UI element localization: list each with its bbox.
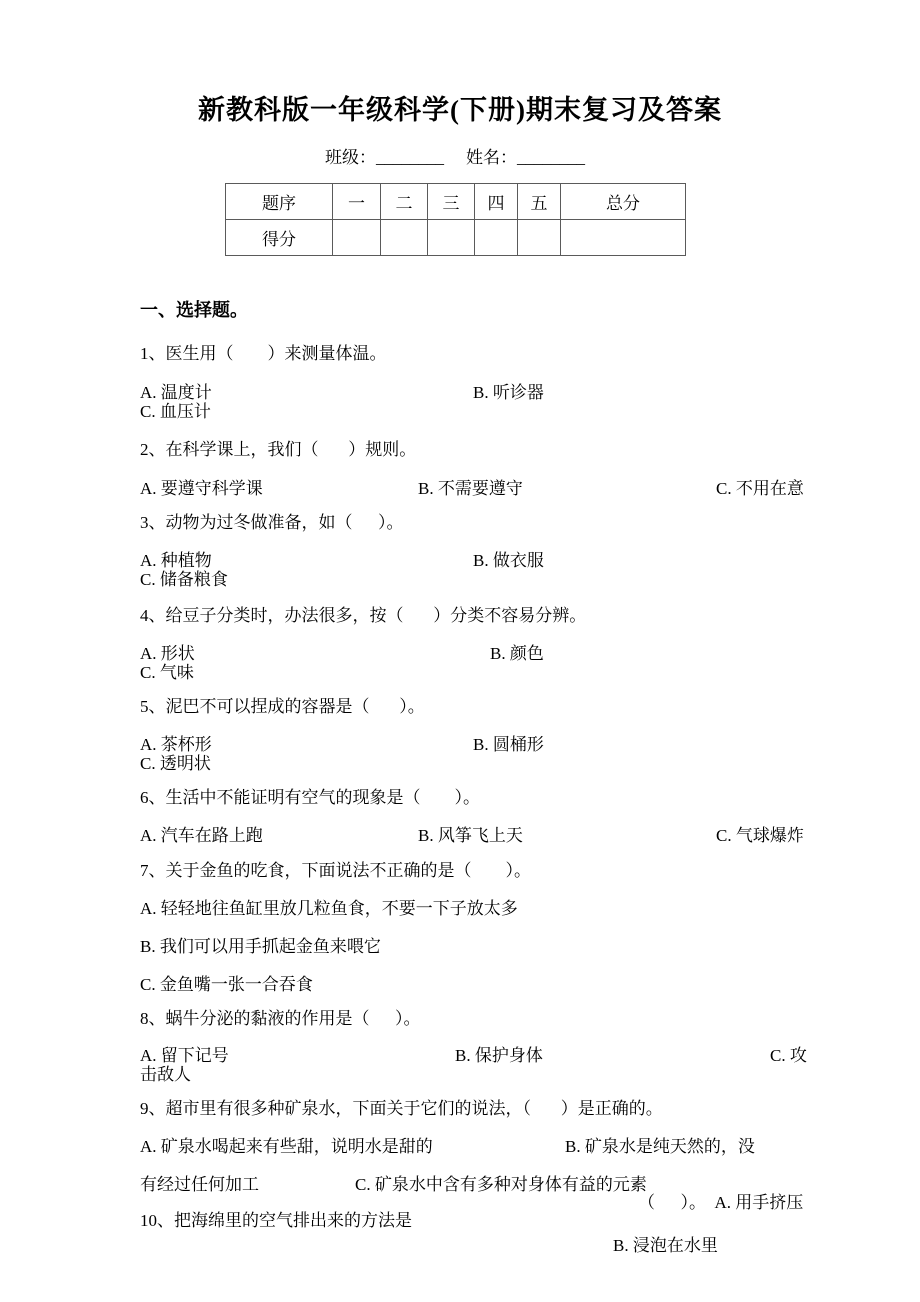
q10-option-b: B. 浸泡在水里 [613,1236,718,1255]
section-heading-choice: 一、选择题。 [140,300,248,320]
q1-option-b: B. 听诊器 [473,383,544,402]
score-table-header-1: 一 [333,184,381,220]
q5-option-c: C. 透明状 [140,754,211,773]
score-cell-2 [381,220,428,256]
class-blank-line: ________ [376,148,444,167]
q6-stem: 6、生活中不能证明有空气的现象是（ ）。 [140,788,480,807]
score-table-header-tixu: 题序 [226,184,333,220]
score-table-header-total: 总分 [561,184,686,220]
q9-option-c: C. 矿泉水中含有多种对身体有益的元素 [355,1175,647,1194]
q3-option-a: A. 种植物 [140,551,212,570]
score-table-header-5: 五 [518,184,561,220]
score-cell-total [561,220,686,256]
score-cell-4 [475,220,518,256]
q8-option-c-line2: 击敌人 [140,1065,191,1084]
q4-option-b: B. 颜色 [490,644,544,663]
q5-option-b: B. 圆桶形 [473,735,544,754]
score-cell-5 [518,220,561,256]
q5-stem: 5、泥巴不可以捏成的容器是（ ）。 [140,697,425,716]
q10-stem: 10、把海绵里的空气排出来的方法是 [140,1211,412,1230]
q1-option-a: A. 温度计 [140,383,212,402]
q3-stem: 3、动物为过冬做准备，如（ ）。 [140,513,404,532]
q8-option-b: B. 保护身体 [455,1046,543,1065]
q9-option-b-line1: B. 矿泉水是纯天然的，没 [565,1137,755,1156]
score-cell-3 [428,220,475,256]
score-table-header-4: 四 [475,184,518,220]
document-title: 新教科版一年级科学(下册)期末复习及答案 [198,95,722,125]
score-table-score-row [226,220,686,256]
score-table-header-row [226,184,686,220]
score-table-header-2: 二 [381,184,428,220]
q2-option-c: C. 不用在意 [716,479,804,498]
q7-option-c: C. 金鱼嘴一张一合吞食 [140,975,313,994]
class-label: 班级： [325,148,376,167]
q2-stem: 2、在科学课上，我们（ ）规则。 [140,440,417,459]
q4-stem: 4、给豆子分类时，办法很多，按（ ）分类不容易分辨。 [140,606,587,625]
q9-option-b-line2: 有经过任何加工 [140,1175,259,1194]
class-name-line [325,148,585,168]
q8-option-c-line1: C. 攻 [770,1046,807,1065]
q4-option-c: C. 气味 [140,663,194,682]
q2-option-b: B. 不需要遵守 [418,479,523,498]
q7-stem: 7、关于金鱼的吃食，下面说法不正确的是（ ）。 [140,861,531,880]
q6-option-c: C. 气球爆炸 [716,826,804,845]
q8-option-a: A. 留下记号 [140,1046,229,1065]
q9-stem: 9、超市里有很多种矿泉水，下面关于它们的说法，（ ）是正确的。 [140,1099,663,1118]
q3-option-c: C. 储备粮食 [140,570,228,589]
score-cell-1 [333,220,381,256]
score-table [225,183,686,256]
q6-option-b: B. 风筝飞上天 [418,826,523,845]
q5-option-a: A. 茶杯形 [140,735,212,754]
q1-stem: 1、医生用（ ）来测量体温。 [140,344,387,363]
q2-option-a: A. 要遵守科学课 [140,479,263,498]
q9-option-a: A. 矿泉水喝起来有些甜，说明水是甜的 [140,1137,433,1156]
q1-option-c: C. 血压计 [140,402,211,421]
name-blank-line: ________ [517,148,585,167]
q8-stem: 8、蜗牛分泌的黏液的作用是（ ）。 [140,1009,421,1028]
score-table-header-3: 三 [428,184,475,220]
q3-option-b: B. 做衣服 [473,551,544,570]
q7-option-b: B. 我们可以用手抓起金鱼来喂它 [140,937,381,956]
name-label: 姓名： [466,148,517,167]
q4-option-a: A. 形状 [140,644,195,663]
score-row-label: 得分 [226,220,333,256]
q7-option-a: A. 轻轻地往鱼缸里放几粒鱼食，不要一下子放太多 [140,899,518,918]
q10-blank-and-option-a: （ ）。 A. 用手挤压 [638,1193,804,1212]
q6-option-a: A. 汽车在路上跑 [140,826,263,845]
